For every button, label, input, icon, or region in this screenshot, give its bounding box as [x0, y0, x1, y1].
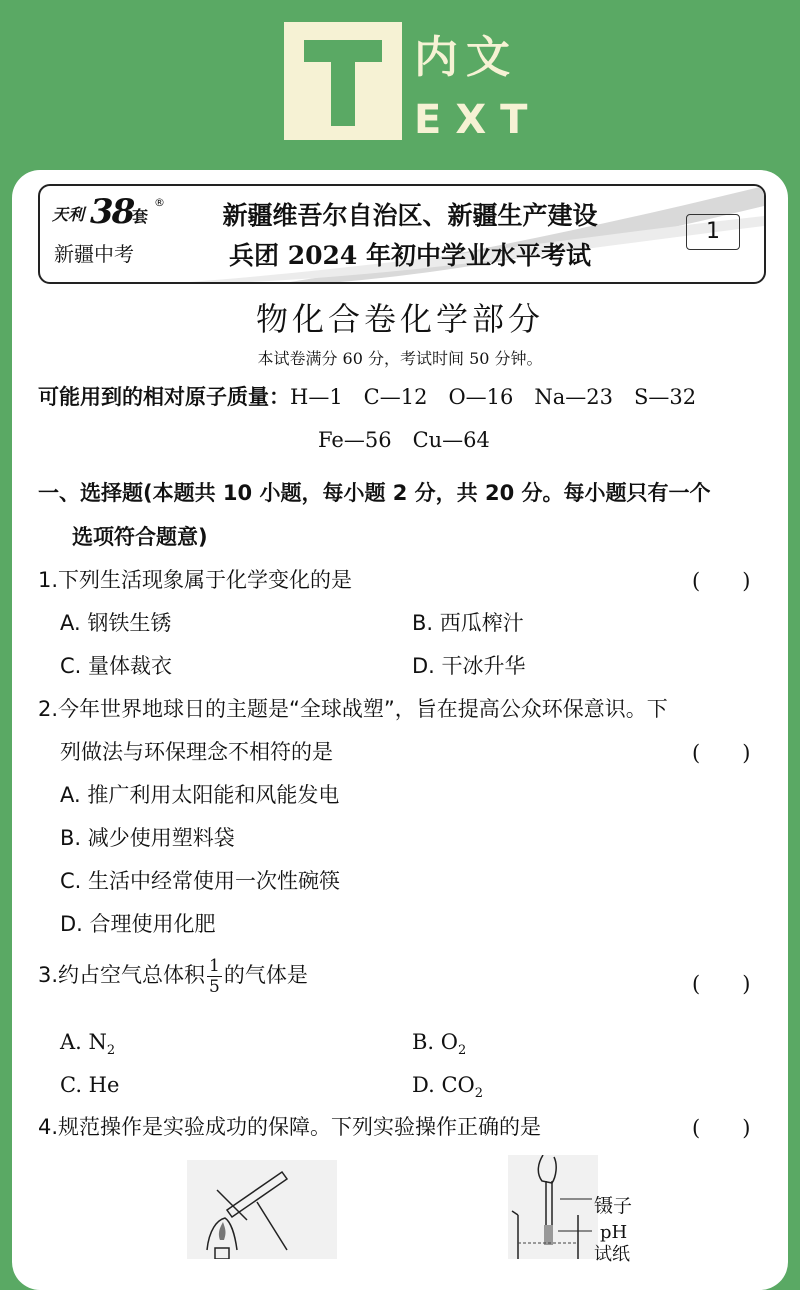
- logo-t-block: [284, 22, 402, 140]
- badge-suffix: 套: [132, 207, 149, 226]
- option-d: D. 干冰升华: [412, 654, 526, 678]
- answer-paren: ( ): [692, 741, 751, 765]
- question-stem: 规范操作是实验成功的保障。下列实验操作正确的是: [58, 1115, 542, 1139]
- exam-paper: [12, 170, 788, 1290]
- ph-paper-tweezers-figure: [508, 1155, 598, 1259]
- section-title: 物化合卷化学部分: [255, 300, 544, 338]
- banner-en-label: EXT: [414, 97, 542, 143]
- question-stem-pre: 约占空气总体积: [58, 963, 206, 987]
- option-c: C. 量体裁衣: [60, 654, 173, 678]
- part1-heading-line2: 选项符合题意): [72, 525, 208, 549]
- option-a: A. $N_2$: [60, 1030, 116, 1059]
- figure-label-paper: 试纸: [594, 1244, 630, 1265]
- option-c: C. 生活中经常使用一次性碗筷: [60, 869, 341, 893]
- figure-label-ph: pH: [600, 1222, 628, 1243]
- question-2: [38, 694, 668, 724]
- atomic-mass-line1: [38, 382, 696, 412]
- option-b: B. 减少使用塑料袋: [60, 826, 235, 850]
- question-1: [38, 565, 352, 595]
- question-number: 4.: [38, 1115, 59, 1139]
- question-stem-post: 的气体是: [223, 963, 308, 987]
- brand-badge: [52, 192, 182, 232]
- atomic-mass-values1: H—1 C—12 O—16 Na—23 S—32: [290, 385, 697, 409]
- figure-label-tweezers: 镊子: [594, 1195, 633, 1217]
- answer-paren: ( ): [692, 1116, 751, 1140]
- exam-subtitle: 本试卷满分 60 分，考试时间 50 分钟。: [257, 349, 543, 368]
- heating-test-tube-figure: [187, 1160, 337, 1259]
- banner-cn-label: 内文: [414, 32, 518, 83]
- option-d: D. $CO_2$: [412, 1073, 484, 1102]
- question-stem: 下列生活现象属于化学变化的是: [58, 568, 353, 592]
- question-4: [38, 1112, 541, 1142]
- fraction-denominator: 5: [209, 977, 220, 997]
- option-a: A. 推广利用太阳能和风能发电: [60, 783, 340, 807]
- question-number: 3.: [38, 963, 59, 987]
- answer-paren: ( ): [692, 569, 751, 593]
- option-b: B. 西瓜榨汁: [412, 611, 524, 635]
- question-stem-line1: 今年世界地球日的主题是“全球战塑”，旨在提高公众环保意识。下: [58, 697, 668, 721]
- badge-number: 38: [90, 192, 134, 232]
- badge-subtitle: 新疆中考: [54, 242, 134, 266]
- atomic-mass-values2: Fe—56 Cu—64: [318, 428, 490, 452]
- question-3: [38, 952, 308, 998]
- fraction-numerator: 1: [209, 956, 220, 976]
- question-stem-line2: 列做法与环保理念不相符的是: [60, 740, 333, 764]
- option-a: A. 钢铁生锈: [60, 611, 172, 635]
- answer-paren: ( ): [692, 972, 751, 996]
- option-d: D. 合理使用化肥: [60, 912, 216, 936]
- question-number: 1.: [38, 568, 59, 592]
- exam-header: [38, 184, 766, 284]
- exam-title-line1: 新疆维吾尔自治区、新疆生产建设: [222, 201, 598, 230]
- part1-heading-line1: 一、选择题(本题共 10 小题，每小题 2 分，共 20 分。每小题只有一个: [38, 481, 711, 505]
- badge-registered: ®: [154, 196, 165, 209]
- option-c: C. He: [60, 1073, 120, 1097]
- exam-title: [180, 196, 640, 276]
- atomic-mass-label: 可能用到的相对原子质量：: [38, 385, 290, 409]
- exam-title-line2: 兵团 2024 年初中学业水平考试: [229, 241, 591, 270]
- fraction: [207, 956, 222, 997]
- badge-prefix: 天利: [52, 205, 85, 224]
- option-b: B. $O_2$: [412, 1030, 467, 1059]
- question-number: 2.: [38, 697, 59, 721]
- paper-number-box: 1: [686, 214, 740, 250]
